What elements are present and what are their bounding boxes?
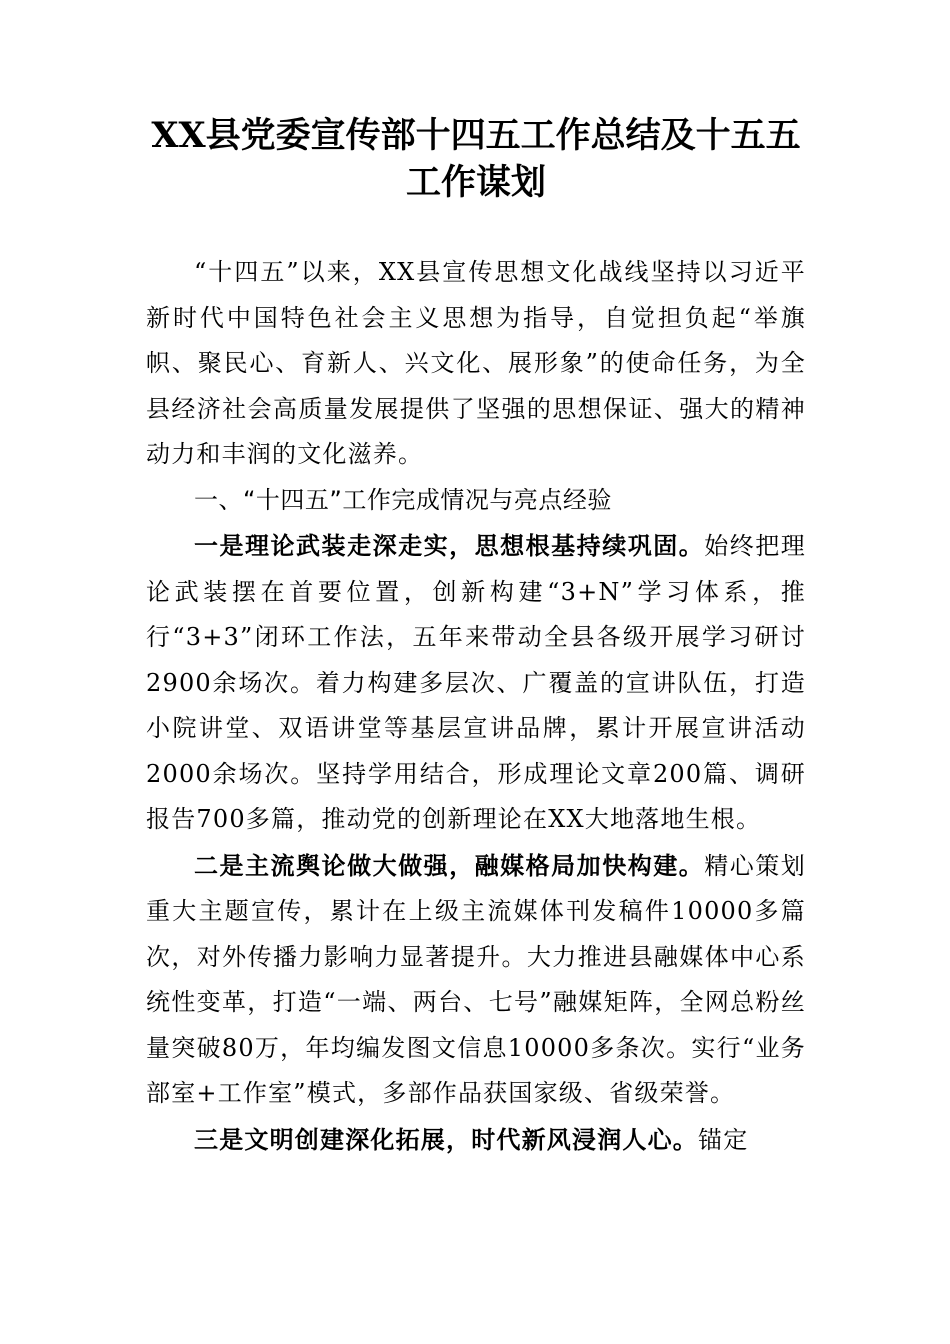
paragraph-media-lead: 二是主流舆论做大做强，融媒格局加快构建。 [194,850,705,880]
paragraph-civilization [146,1117,806,1164]
intro-paragraph: “十四五”以来，XX县宣传思想文化战线坚持以习近平新时代中国特色社会主义思想为指导，自觉担负起“举旗帜、聚民心、育新人、兴文化、展形象”的使命任务，为全县经济社会高质量发展提供了坚强的思想保证、强大的精神动力和丰润的文化滋养。 [146,258,806,468]
paragraph-theory [146,523,806,843]
paragraph-theory-lead: 一是理论武装走深走实，思想根基持续巩固。 [194,531,705,560]
paragraph-media-text: 精心策划重大主题宣传，累计在上级主流媒体刊发稿件10000多篇次，对外传播力影响力显著提升。大力推进县融媒体中心系统性变革，打造“一端、两台、七号”融媒矩阵，全网总粉丝量突破80万，年均编发图文信息10000多条次。实行“业务部室+工作室”模式，多部作品获国家级、省级荣誉。 [146,851,806,1107]
paragraph-civilization-lead: 三是文明创建深化拓展，时代新风浸润人心。 [194,1124,698,1154]
document-body [146,250,806,1163]
paragraph-civilization-text: 锚定 [698,1125,749,1154]
title-line-2: 工作谋划 [405,162,546,203]
document-page [146,112,806,1163]
section-1-heading: 一、“十四五”工作完成情况与亮点经验 [194,485,612,514]
document-title [146,112,806,206]
paragraph-media [146,843,806,1117]
title-line-1: XX县党委宣传部十四五工作总结及十五五 [151,115,801,156]
paragraph-theory-text: 始终把理论武装摆在首要位置，创新构建“3+N”学习体系，推行“3+3”闭环工作法，五年来带动全县各级开展学习研讨2900余场次。着力构建多层次、广覆盖的宣讲队伍，打造小院讲堂、双语讲堂等基层宣讲品牌，累计开展宣讲活动2000余场次。坚持学用结合，形成理论文章200篇、调研报告700多篇，推动党的创新理论在XX大地落地生根。 [146,532,806,833]
